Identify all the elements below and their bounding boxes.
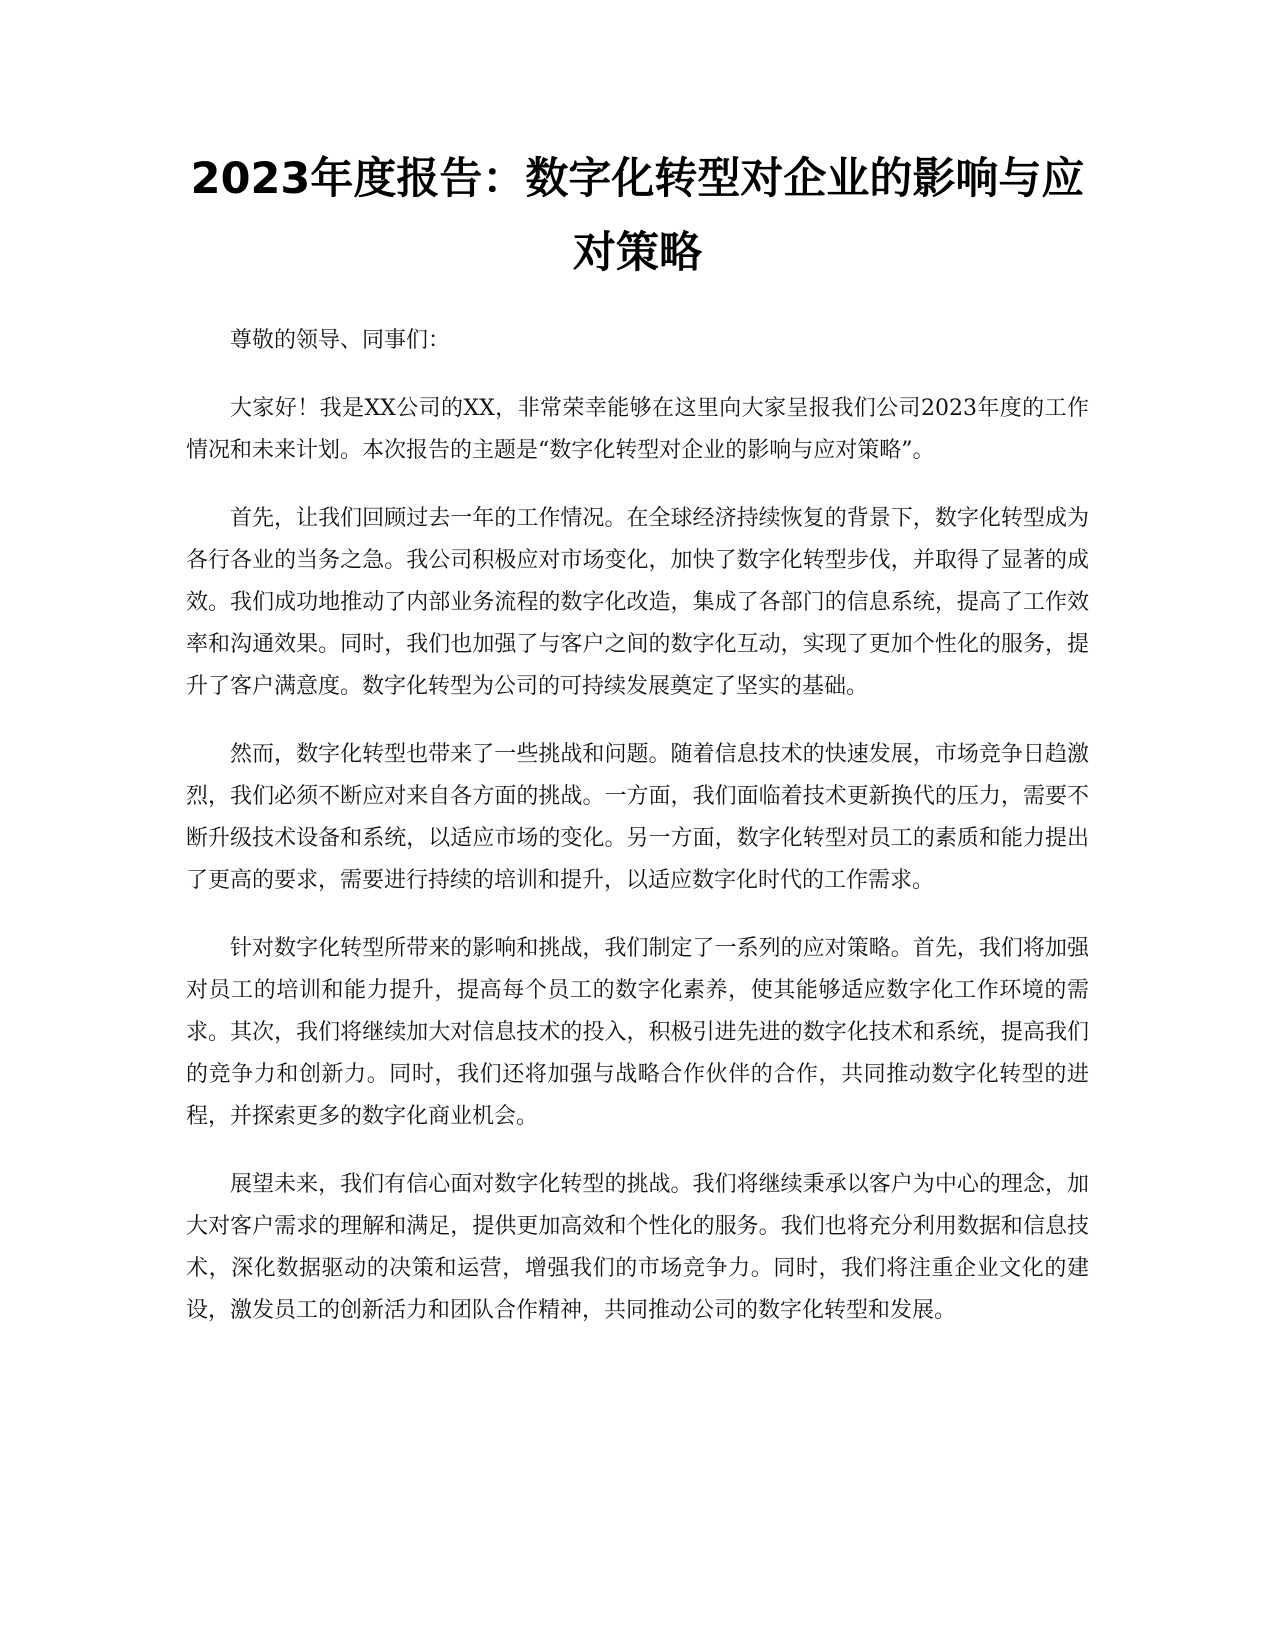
document-body bbox=[186, 320, 1089, 1358]
paragraph-introduction: 大家好！我是XX公司的XX，非常荣幸能够在这里向大家呈报我们公司2023年度的工作情况和未来计划。本次报告的主题是“数字化转型对企业的影响与应对策略”。 bbox=[186, 396, 1089, 463]
paragraph-review: 首先，让我们回顾过去一年的工作情况。在全球经济持续恢复的背景下，数字化转型成为各行各业的当务之急。我公司积极应对市场变化，加快了数字化转型步伐，并取得了显著的成效。我们成功地推动了内部业务流程的数字化改造，集成了各部门的信息系统，提高了工作效率和沟通效果。同时，我们也加强了与客户之间的数字化互动，实现了更加个性化的服务，提升了客户满意度。数字化转型为公司的可持续发展奠定了坚实的基础。 bbox=[186, 506, 1089, 699]
paragraph-outlook: 展望未来，我们有信心面对数字化转型的挑战。我们将继续秉承以客户为中心的理念，加大对客户需求的理解和满足，提供更加高效和个性化的服务。我们也将充分利用数据和信息技术，深化数据驱动的决策和运营，增强我们的市场竞争力。同时，我们将注重企业文化的建设，激发员工的创新活力和团队合作精神，共同推动公司的数字化转型和发展。 bbox=[186, 1172, 1089, 1323]
paragraph-strategies: 针对数字化转型所带来的影响和挑战，我们制定了一系列的应对策略。首先，我们将加强对员工的培训和能力提升，提高每个员工的数字化素养，使其能够适应数字化工作环境的需求。其次，我们将继续加大对信息技术的投入，积极引进先进的数字化技术和系统，提高我们的竞争力和创新力。同时，我们还将加强与战略合作伙伴的合作，共同推动数字化转型的进程，并探索更多的数字化商业机会。 bbox=[186, 936, 1089, 1129]
document-title: 2023年度报告：数字化转型对企业的影响与应对策略 bbox=[190, 154, 1085, 278]
paragraph-salutation: 尊敬的领导、同事们： bbox=[230, 328, 451, 353]
paragraph-challenges: 然而，数字化转型也带来了一些挑战和问题。随着信息技术的快速发展，市场竞争日趋激烈，我们必须不断应对来自各方面的挑战。一方面，我们面临着技术更新换代的压力，需要不断升级技术设备和系统，以适应市场的变化。另一方面，数字化转型对员工的素质和能力提出了更高的要求，需要进行持续的培训和提升，以适应数字化时代的工作需求。 bbox=[186, 742, 1089, 893]
